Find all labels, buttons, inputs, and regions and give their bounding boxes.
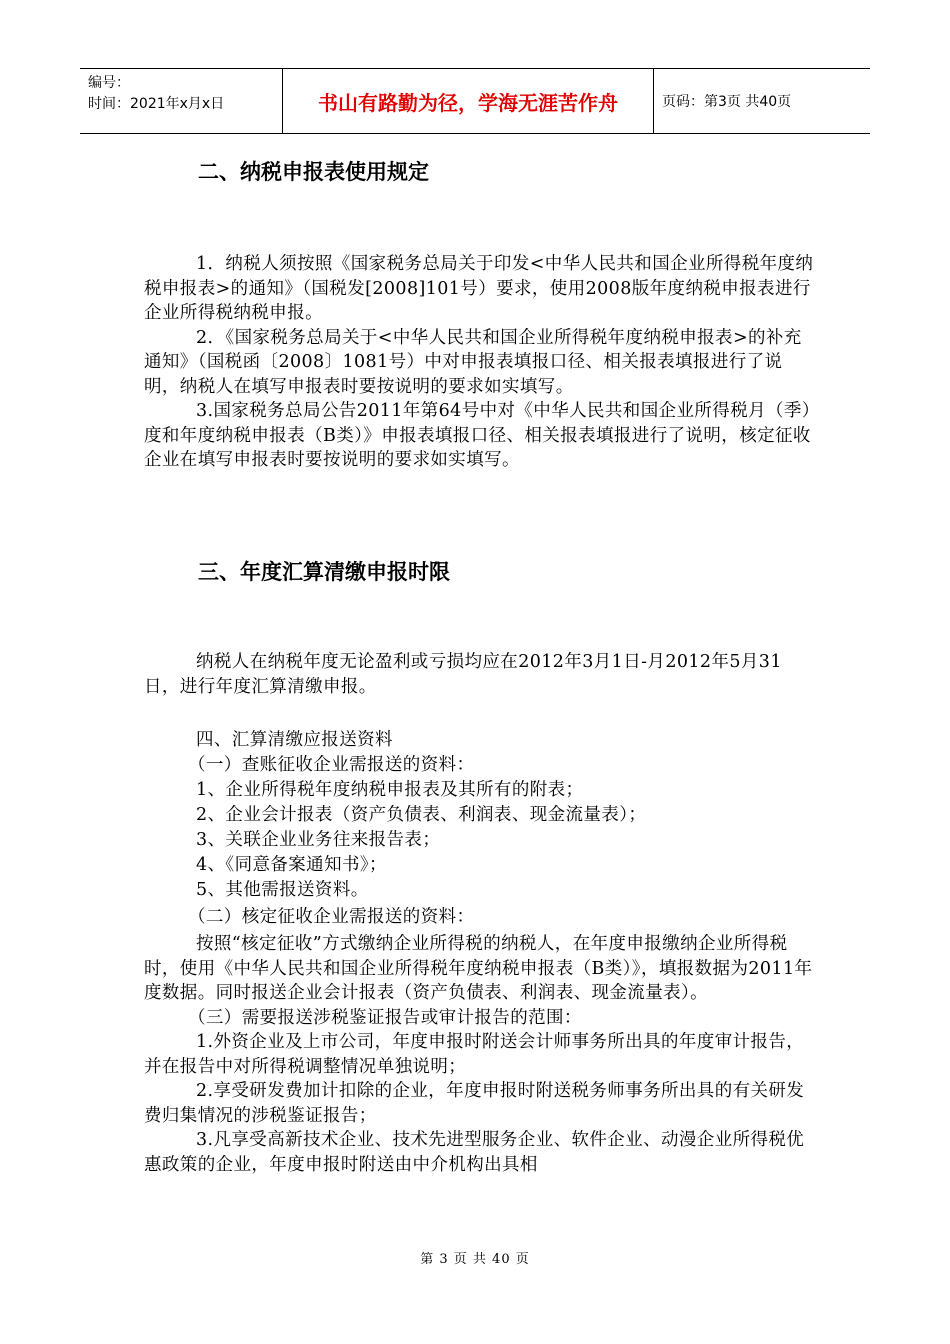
list-item: 1、企业所得税年度纳税申报表及其所有的附表；	[196, 780, 584, 800]
header-meta	[80, 69, 283, 133]
section-4-sub-2-para: 按照“核定征收”方式缴纳企业所得税的纳税人，在年度申报缴纳企业所得税时，使用《中华人民共和国企业所得税年度纳税申报表（B类）》，填报数据为2011年度数据。同时报送企业会计报表（资产负债表、利润表、现金流量表）。	[144, 934, 813, 1003]
number-label: 编号：	[88, 75, 130, 91]
header-motto: 书山有路勤为径，学海无涯苦作舟	[283, 69, 654, 133]
list-item: 5、其他需报送资料。	[196, 880, 369, 900]
section-3-body	[144, 650, 814, 699]
section-2-para-2: 2．《国家税务总局关于<中华人民共和国企业所得税年度纳税申报表>的补充通知》（国税函〔2008〕1081号）中对申报表填报口径、相关报表填报进行了说明，纳税人在填写申报表时要按说明的要求如实填写。	[144, 327, 802, 397]
section-4-sub-1: （一）查账征收企业需报送的资料：	[188, 755, 475, 775]
section-2-title: 二、纳税申报表使用规定	[198, 160, 429, 184]
section-4-title: 四、汇算清缴应报送资料	[196, 730, 393, 750]
section-2-body	[144, 252, 814, 473]
section-4-sub-2: （二）核定征收企业需报送的资料：	[188, 907, 475, 927]
time-label: 时间：2021年x月x日	[88, 96, 225, 112]
section-2-para-1: 1．纳税人须按照《国家税务总局关于印发<中华人民共和国企业所得税年度纳税申报表>的通知》（国税发[2008]101号）要求，使用2008版年度纳税申报表进行企业所得税纳税申报。	[144, 254, 814, 323]
section-4-sub-3-para-2: 2.享受研发费加计扣除的企业，年度申报时附送税务师事务所出具的有关研发费归集情况的涉税鉴证报告；	[144, 1081, 805, 1126]
section-2-para-3: 3.国家税务总局公告2011年第64号中对《中华人民共和国企业所得税月（季）度和年度纳税申报表（B类）》申报表填报口径、相关报表填报进行了说明，核定征收企业在填写申报表时要按说明的要求如实填写。	[144, 401, 811, 470]
list-item: 2、企业会计报表（资产负债表、利润表、现金流量表）；	[196, 805, 647, 825]
list-item: 3、关联企业业务往来报告表；	[196, 830, 441, 850]
section-4-sub-3: （三）需要报送涉税鉴证报告或审计报告的范围：	[188, 1007, 582, 1028]
list-item: 4、《同意备案通知书》；	[196, 855, 387, 875]
page-footer: 第 3 页 共 40 页	[420, 1252, 530, 1267]
header-page-label: 页码：第3页 共40页	[662, 94, 792, 110]
document-header	[80, 68, 870, 134]
section-3-title: 三、年度汇算清缴申报时限	[198, 560, 450, 584]
section-4-sub-3-para-3: 3.凡享受高新技术企业、技术先进型服务企业、软件企业、动漫企业所得税优惠政策的企业，年度申报时附送由中介机构出具相	[144, 1130, 805, 1175]
section-4-sub-3-para-1: 1.外资企业及上市公司，年度申报时附送会计师事务所出具的年度审计报告，并在报告中对所得税调整情况单独说明；	[144, 1032, 805, 1077]
section-4-body	[144, 932, 814, 1177]
section-3-para-1: 纳税人在纳税年度无论盈利或亏损均应在2012年3月1日-月2012年5月31日，进行年度汇算清缴申报。	[144, 652, 782, 697]
